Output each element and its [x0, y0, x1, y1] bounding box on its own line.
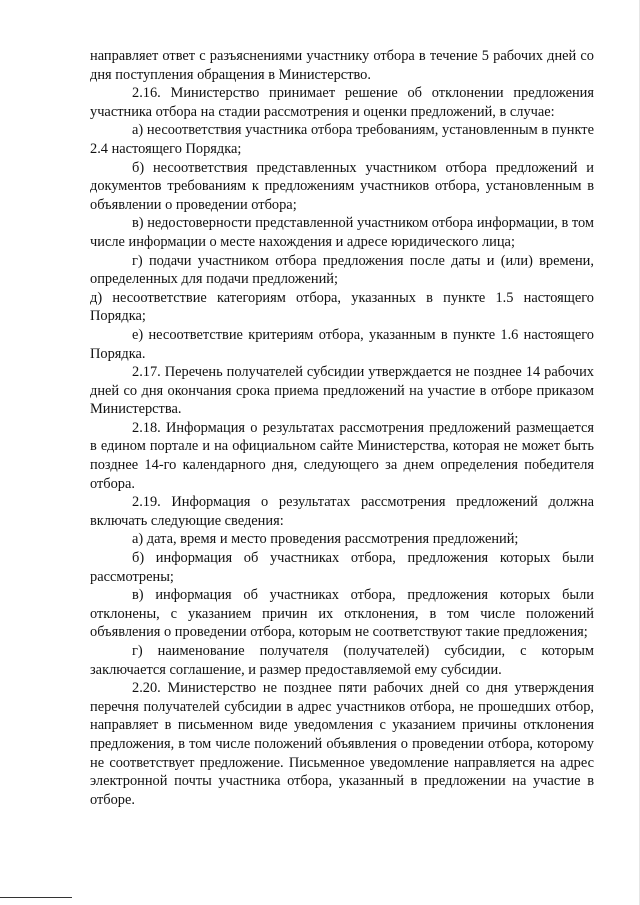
- paragraph-2-16-a: а) несоответствия участника отбора требованиям, установленным в пункте 2.4 настоящего Порядка;: [90, 122, 594, 157]
- paragraph-2-19: 2.19. Информация о результатах рассмотрения предложений должна включать следующие сведения:: [90, 494, 594, 529]
- paragraph-2-18: 2.18. Информация о результатах рассмотрения предложений размещается в едином портале и на официальном сайте Министерства, которая не может быть позднее 14-го календарного дня, следующего за днем определения победителя отбора.: [90, 419, 594, 492]
- paragraph-2-19-v: в) информация об участниках отбора, предложения которых были отклонены, с указанием причин их отклонения, в том числе положений объявления о проведении отбора, которым не соответствуют такие предложения;: [90, 587, 594, 641]
- paragraph-continuation: направляет ответ с разъяснениями участнику отбора в течение 5 рабочих дней со дня поступления обращения в Министерство.: [90, 48, 594, 83]
- paragraph-2-19-b: б) информация об участниках отбора, предложения которых были рассмотрены;: [90, 550, 594, 585]
- paragraph-2-20: 2.20. Министерство не позднее пяти рабочих дней со дня утверждения перечня получателей субсидии в адрес участников отбора, не прошедших отбор, направляет в письменном виде уведомления с указанием причины отклонения предложения, в том числе положений объявления о проведении отбора, которому не соответствует предложение. Письменное уведомление направляется на адрес электронной почты участника отбора, указанный в предложении на участие в отборе.: [90, 680, 594, 808]
- paragraph-2-16-b: б) несоответствия представленных участником отбора предложений и документов требованиям к предложениям участников отбора, установленным в объявлении о проведении отбора;: [90, 159, 594, 213]
- paragraph-2-19-a: а) дата, время и место проведения рассмотрения предложений;: [132, 531, 519, 548]
- paragraph-2-16-d: д) несоответствие категориям отбора, указанных в пункте 1.5 настоящего Порядка;: [90, 289, 594, 325]
- paragraph-2-16-v: в) недостоверности представленной участником отбора информации, в том числе информации о месте нахождения и адресе юридического лица;: [90, 215, 594, 250]
- paragraph-2-16-g: г) подачи участником отбора предложения после даты и (или) времени, определенных для подачи предложений;: [90, 252, 594, 288]
- paragraph-2-17: 2.17. Перечень получателей субсидии утверждается не позднее 14 рабочих дней со дня окончания срока приема предложений на участие в отборе приказом Министерства.: [90, 364, 594, 418]
- bottom-rule: [0, 897, 72, 898]
- document-body: [90, 47, 594, 809]
- paragraph-2-16-e: е) несоответствие критериям отбора, указанным в пункте 1.6 настоящего Порядка.: [90, 326, 594, 362]
- paragraph-2-19-g: г) наименование получателя (получателей) субсидии, с которым заключается соглашение, и размер предоставляемой ему субсидии.: [90, 643, 594, 678]
- paragraph-2-16: 2.16. Министерство принимает решение об отклонении предложения участника отбора на стадии рассмотрения и оценки предложений, в случае:: [90, 85, 594, 120]
